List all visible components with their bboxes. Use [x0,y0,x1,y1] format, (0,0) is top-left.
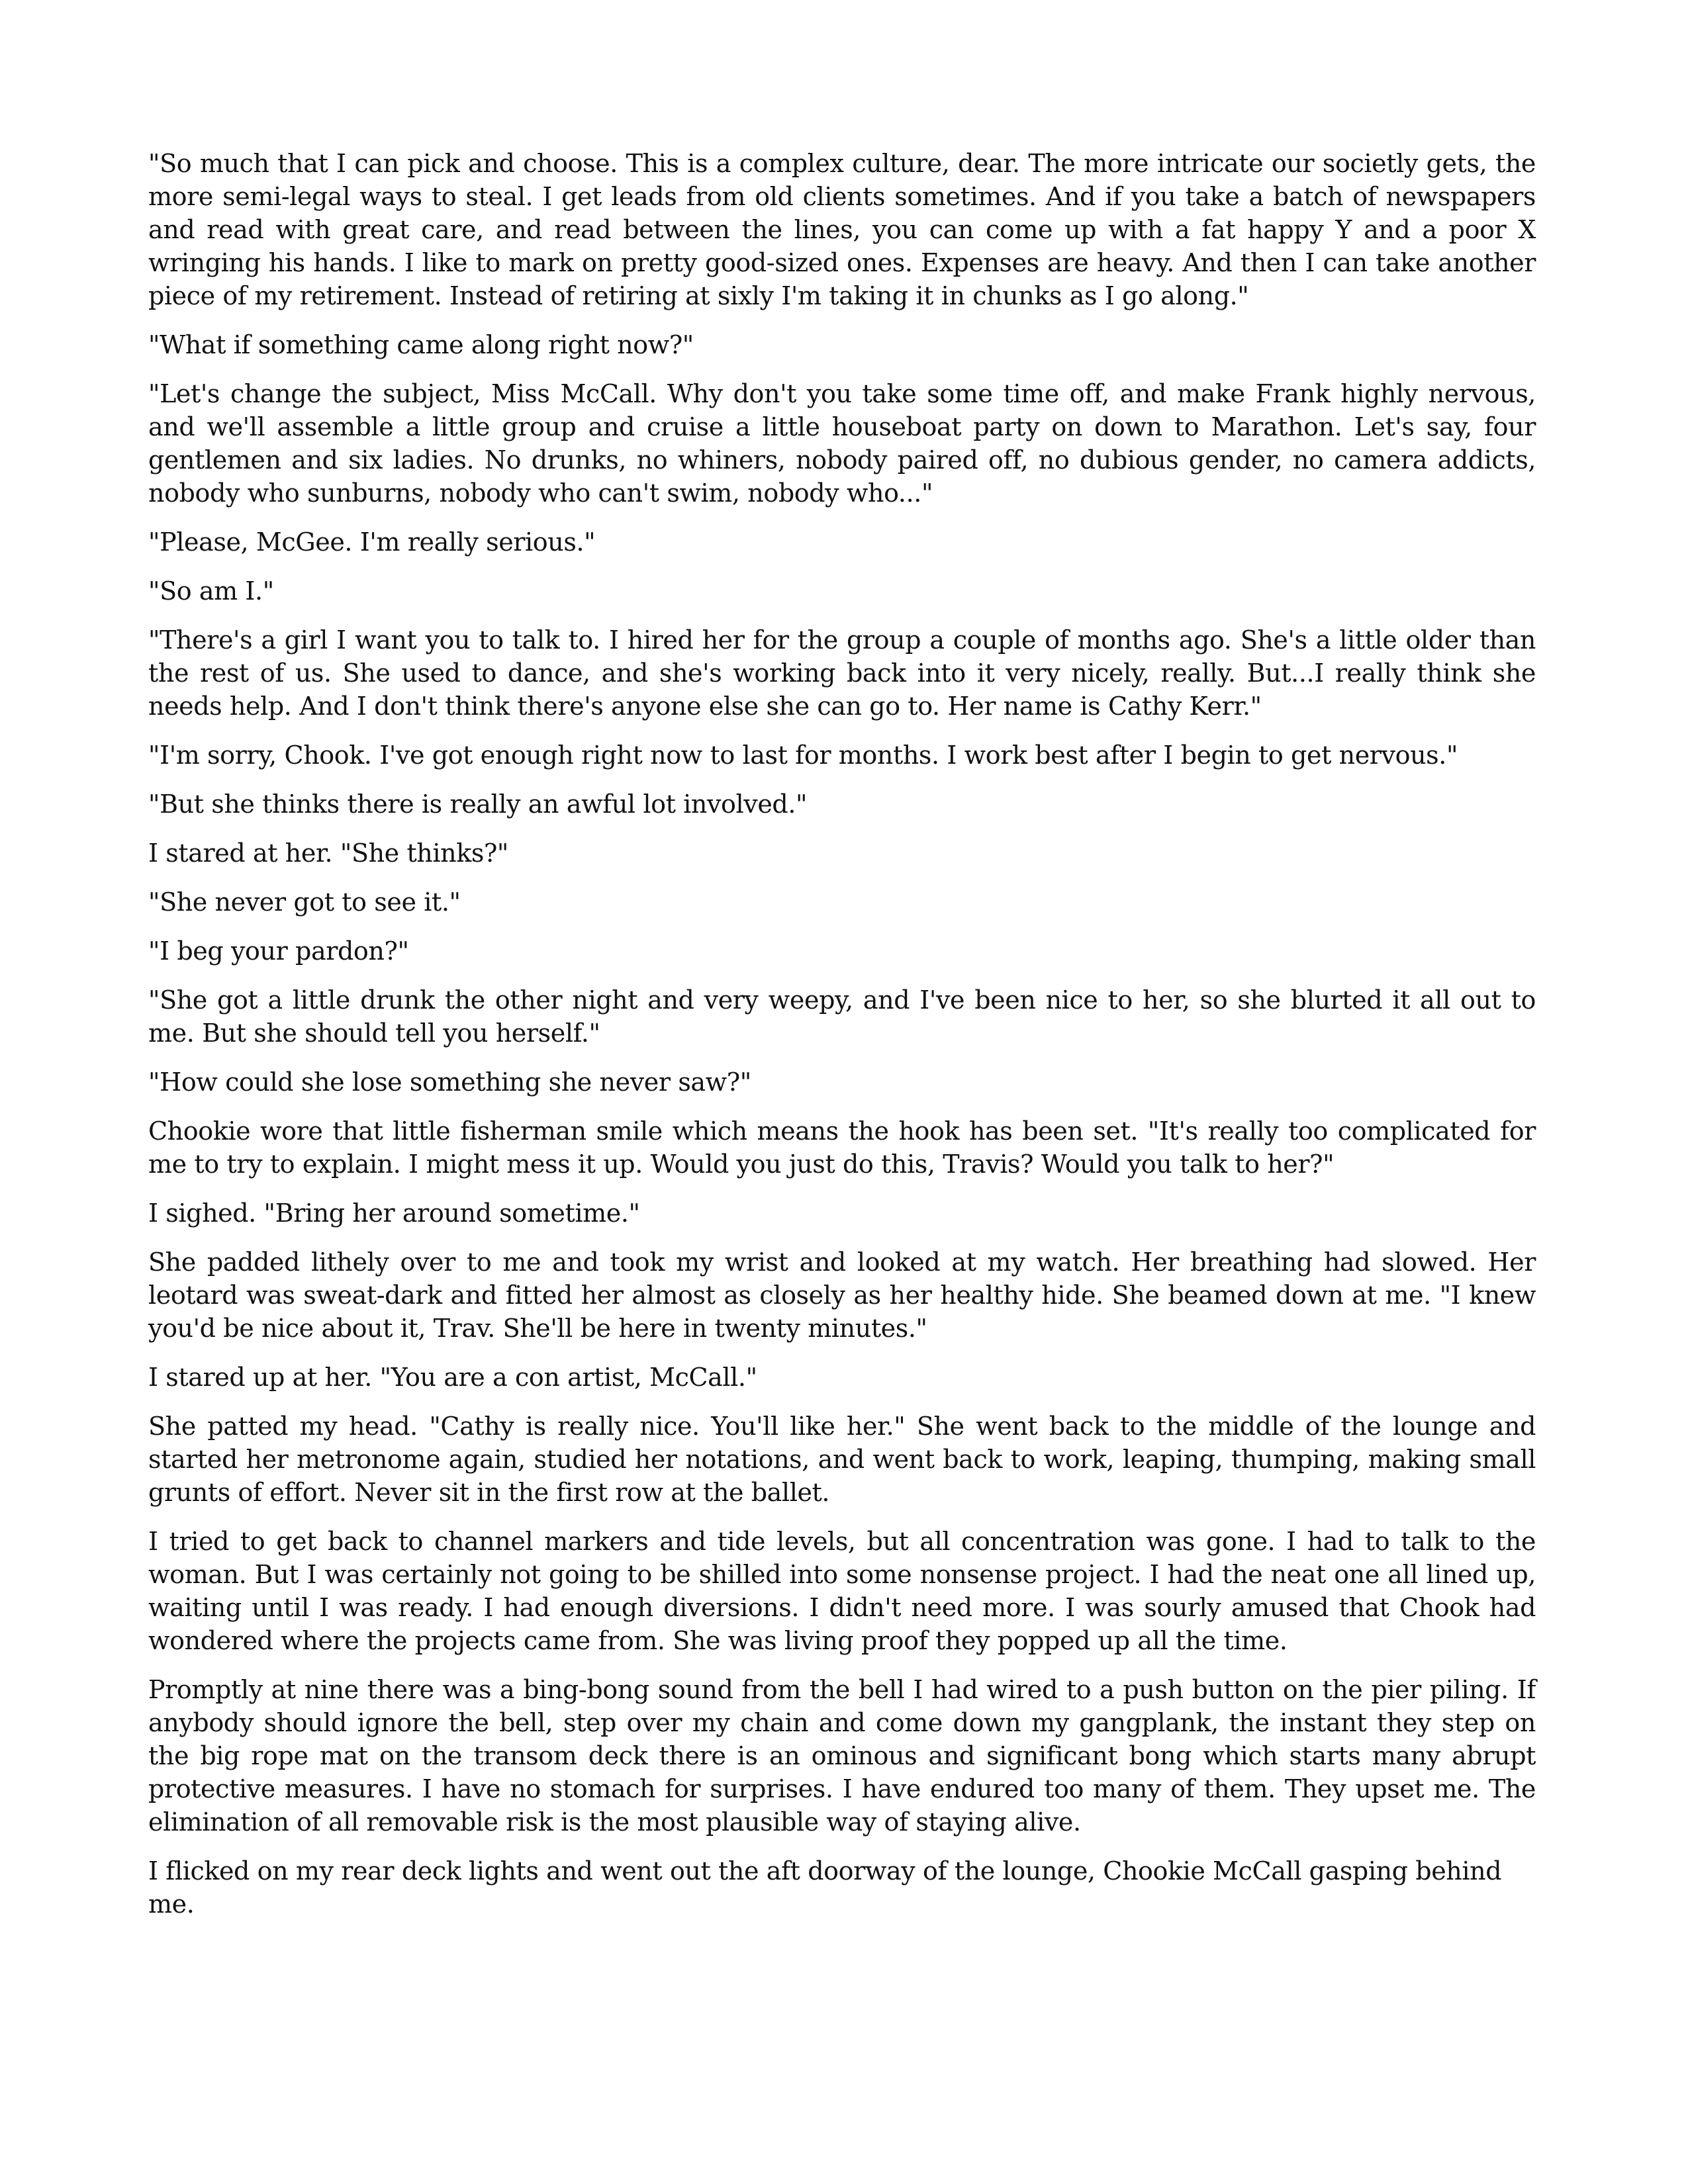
paragraph-1: "So much that I can pick and choose. This is a complex culture, dear. The more intricate our societly gets, the more semi-legal ways to steal. I get leads from old clients sometimes. And if you take a batch of newspapers and read with great care, and read between the lines, you can come up with a fat happy Y and a poor X wringing his hands. I like to mark on pretty good-sized ones. Expenses are heavy. And then I can take another piece of my retirement. Instead of retiring at sixly I'm taking it in chunks as I go along." [148,149,1536,310]
paragraph-16: She padded lithely over to me and took my wrist and looked at my watch. Her breathing had slowed. Her leotard was sweat-dark and fitted her almost as closely as her healthy hide. She beamed down at me. "I knew you'd be nice about it, Trav. She'll be here in twenty minutes." [148,1248,1536,1343]
paragraph-20: Promptly at nine there was a bing-bong sound from the bell I had wired to a push button on the pier piling. If anybody should ignore the bell, step over my chain and come down my gangplank, the instant they step on the big rope mat on the transom deck there is an ominous and significant bong which starts many abrupt protective measures. I have no stomach for surprises. I have endured too many of them. They upset me. The elimination of all removable risk is the most plausible way of staying alive. [148,1675,1536,1837]
paragraph-19: I tried to get back to channel markers and tide levels, but all concentration was gone. I had to talk to the woman. But I was certainly not going to be shilled into some nonsense project. I had the neat one all lined up, waiting until I was ready. I had enough diversions. I didn't need more. I was sourly amused that Chook had wondered where the projects came from. She was living proof they popped up all the time. [148,1527,1536,1655]
paragraph-11: "I beg your pardon?" [148,936,409,966]
paragraph-21: I flicked on my rear deck lights and went out the aft doorway of the lounge, Chookie McCall gasping behind me. [148,1856,1502,1919]
paragraph-8: "But she thinks there is really an awful lot involved." [148,790,808,819]
paragraph-15: I sighed. "Bring her around sometime." [148,1199,640,1228]
paragraph-7: "I'm sorry, Chook. I've got enough right now to last for months. I work best after I begin to get nervous." [148,741,1458,770]
paragraph-14: Chookie wore that little fisherman smile which means the hook has been set. "It's really too complicated for me to try to explain. I might mess it up. Would you just do this, Travis? Would you talk to her?" [148,1116,1536,1179]
paragraph-12: "She got a little drunk the other night and very weepy, and I've been nice to her, so she blurted it all out to me. But she should tell you herself." [148,985,1536,1048]
paragraph-13: "How could she lose something she never saw?" [148,1068,751,1097]
paragraph-5: "So am I." [148,576,274,606]
paragraph-3: "Let's change the subject, Miss McCall. Why don't you take some time off, and make Frank highly nervous, and we'll assemble a little group and cruise a little houseboat party on down to Marathon. Let's say, four gentlemen and six ladies. No drunks, no whiners, nobody paired off, no dubious gender, no camera addicts, nobody who sunburns, nobody who can't swim, nobody who..." [148,379,1536,508]
paragraph-18: She patted my head. "Cathy is really nice. You'll like her." She went back to the middle of the lounge and started her metronome again, studied her notations, and went back to work, leaping, thumping, making small grunts of effort. Never sit in the first row at the ballet. [148,1412,1536,1507]
paragraph-17: I stared up at her. "You are a con artist, McCall." [148,1363,757,1392]
book-page [148,147,1536,1936]
paragraph-4: "Please, McGee. I'm really serious." [148,527,596,557]
paragraph-9: I stared at her. "She thinks?" [148,839,508,868]
paragraph-2: "What if something came along right now?" [148,330,694,359]
paragraph-10: "She never got to see it." [148,887,461,917]
paragraph-6: "There's a girl I want you to talk to. I hired her for the group a couple of months ago. She's a little older than the rest of us. She used to dance, and she's working back into it very nicely, really. But...I really think she needs help. And I don't think there's anyone else she can go to. Her name is Cathy Kerr." [148,625,1536,721]
